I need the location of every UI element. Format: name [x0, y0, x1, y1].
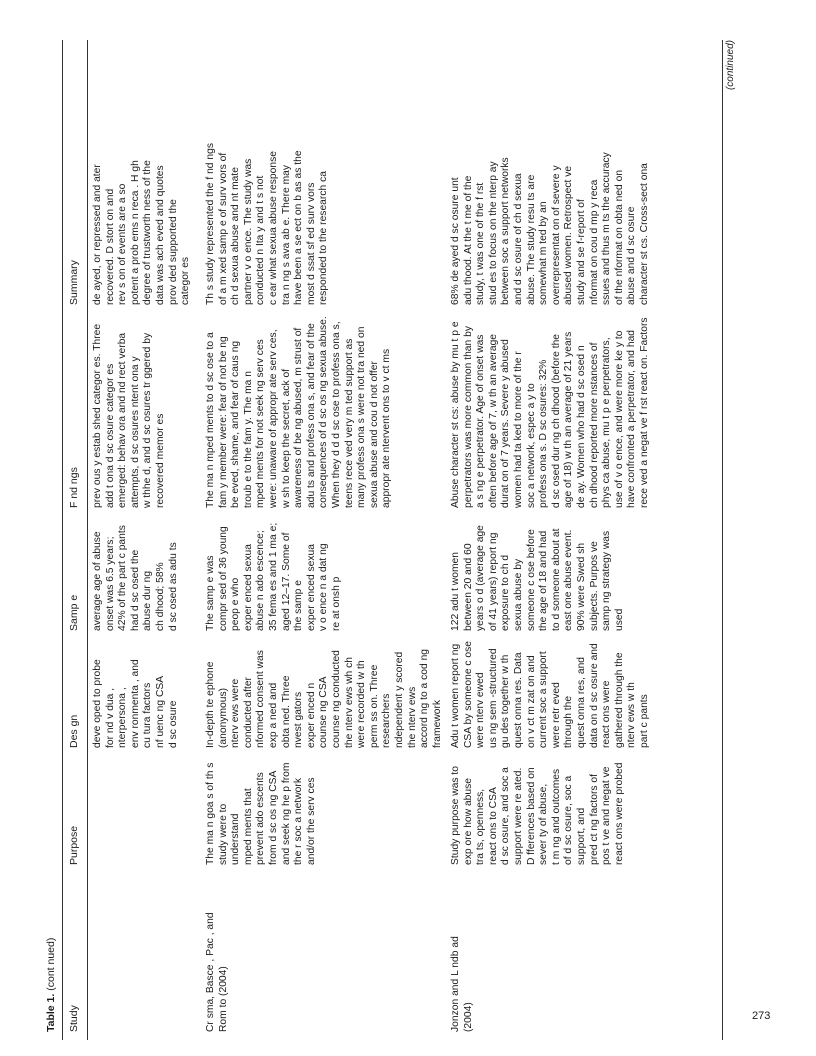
header-study: Study	[68, 1005, 80, 1032]
row2-summary: Th s study represented the f nd ngs of a m xed samp e of surv vors of ch d sexua abuse and nt mate partner v o ence. The study was conducted n Ita y and t s not c ear what sexua abuse response tra n ng s ava ab e. There may have been a se ect on b as as the most d ssat sf ed surv vors responded to the research ca	[205, 143, 330, 305]
table-caption-suffix: (cont nued)	[45, 937, 57, 994]
row3-findings: Abuse character st cs: abuse by mu t p e perpetrators was more common than by a s ng e perpetrator. Age of onset was often before age of 7, w th an average durat on of 7 years. Severe y abused women had ta ked to more of the r soc a network, espec a y to profess ona s. D sc osures: 32% d sc osed dur ng ch dhood (before the age of 18) w th an average of 21 years de ay. Women who had d sc osed n ch dhood reported more nstances of phys ca abuse, mu t p e perpetrators, use of v o ence, and were more ke y to have confronted a perpetrator, and had rece ved a negat ve f rst react on. Factors	[450, 317, 650, 508]
row1-design: deve oped to probe for nd v dua , nterpersona , env ronmenta , and cu tura factors nf uenc ng CSA d sc osure	[92, 659, 179, 748]
row3-design: Adu t women report ng CSA by someone c ose were nterv ewed us ng sem -structured gu des together w th quest onna res. Data on v ct m zat on and current soc a support were retr eved through the quest onna res, and data on d sc osure and react ons were gathered through the nterv ews w th part c pants	[450, 640, 650, 748]
rotated-table-page	[45, 40, 745, 1040]
row1-sample: average age of abuse onset was 6.5 years; 42% of the part c pants had d sc osed the abuse dur ng ch dhood; 58% d sc osed as adu ts	[92, 525, 179, 631]
header-findings: F nd ngs	[68, 467, 80, 508]
table-caption-label: Table 1.	[45, 993, 57, 1032]
table-bottom-rule	[722, 40, 723, 1040]
table-header-rule	[87, 40, 88, 1040]
row2-sample: The samp e was compr sed of 36 young peop e who exper enced sexua abuse n ado escence; 35 fema es and 1 ma e; aged 12–17. Some of the samp e exper enced sexua v o ence n a dat ng re at onsh p	[205, 522, 342, 631]
row2-findings: The ma n mped ments to d sc ose to a fam y member were: fear of not be ng be eved, shame, and fear of caus ng troub e to the fam y. The ma n mped ments for not seek ng serv ces were: unaware of appropr ate serv ces, w sh to keep the secret, ack of awareness of be ng abused, m strust of adu ts and profess ona s, and fear of the consequences of d sc os ng sexua abuse. When they d d d sc ose to profess ona s, teens rece ved very m ted support as many profess ona s were not tra ned on sexua abuse and cou d not offer appropr ate ntervent ons to v ct ms	[205, 316, 393, 508]
row3-study: Jonzon and L ndb ad (2004)	[450, 936, 474, 1032]
row1-findings: prev ous y estab shed categor es. Three add t ona d sc osure categor es emerged: behav ora and nd rect verba attempts, d sc osures ntent ona y w thhe d, and d sc osures tr ggered by recovered memor es	[92, 323, 166, 508]
header-sample: Samp e	[68, 594, 80, 631]
page-number: 273	[752, 1010, 771, 1022]
row3-sample: 122 adu t women between 20 and 60 years o d (average age of 41 years) report ng exposure to ch d sexua abuse by someone c ose before the age of 18 and had to d someone about at east one abuse event. 90% were Swed sh subjects. Purpos ve samp ng strategy was used	[450, 525, 625, 631]
header-purpose: Purpose	[68, 825, 80, 865]
table-caption	[45, 938, 57, 1032]
continued-label: (continued)	[725, 40, 736, 91]
table-top-rule	[62, 40, 63, 1040]
row2-study: Cr sma, Basce , Pac , and Rom to (2004)	[205, 912, 229, 1032]
row2-purpose: The ma n goa s of th s study were to understand mped ments that prevent ado escents from d sc os ng CSA and seek ng he p from the r soc a network and/or the serv ces	[205, 762, 317, 865]
header-summary: Summary	[68, 260, 80, 305]
row3-purpose: Study purpose was to exp ore how abuse tra ts, openness, react ons to CSA d sc osure, and soc a support were re ated. D fferences based on sever ty of abuse, t m ng and outcomes of d sc osure, soc a support, and pred ct ng factors of pos t ve and negat ve react ons were probed	[450, 762, 625, 865]
row3-summary: 68% de ayed d sc osure unt adu thood. At the t me of the study, t was one of the f rst stud es to focus on the nterp ay between soc a support networks and d sc osure of ch d sexua abuse. The study resu ts are somewhat m ted by an overrepresentat on of severe y abused women. Retrospect ve study and se f-report of nformat on cou d mp y reca ssues and thus m ts the accuracy of the nformat on obta ned on abuse and d sc osure character st cs. Cross-sect ona	[450, 152, 650, 305]
row1-summary: de ayed, or repressed and ater recovered. D stort on and rev s on of events are a so potent a prob ems n reca . H gh degree of trustworth ness of the data was ach eved and quotes prov ded supported the categor es	[92, 160, 192, 305]
row2-design: In-depth te ephone (anonymous) nterv ews were conducted after nformed consent was exp a ned and obta ned. Three nvest gators exper enced n counse ng CSA counse ng conducted the nterv ews wh ch were recorded w th perm ss on. Three researchers ndependent y scored the nterv ews accord ng to a cod ng framework	[205, 648, 443, 748]
header-design: Des gn	[68, 714, 80, 748]
